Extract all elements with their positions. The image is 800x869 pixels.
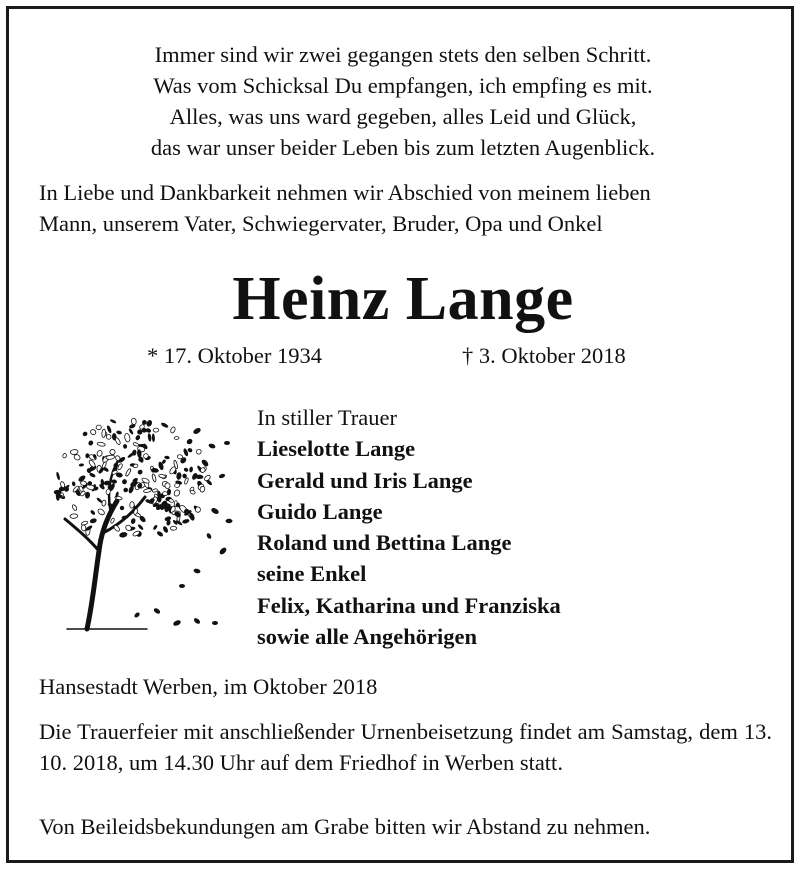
farewell-intro <box>39 177 779 239</box>
intro-line: Mann, unserem Vater, Schwiegervater, Bruder, Opa und Onkel <box>39 211 603 236</box>
mourner-name: seine Enkel <box>257 561 367 587</box>
mourner-name: Guido Lange <box>257 498 383 524</box>
mourners-list <box>257 402 561 652</box>
mourner-name: Felix, Katharina und Franziska <box>257 592 561 618</box>
wind-blown-tree-icon <box>37 401 247 641</box>
obituary-frame <box>6 6 794 863</box>
condolence-notice: Von Beileidsbekundungen am Grabe bitten wir Abstand zu nehmen. <box>39 814 651 839</box>
poem-line: Immer sind wir zwei gegangen stets den selben Schritt. <box>154 42 652 67</box>
death-date: † 3. Oktober 2018 <box>462 343 626 368</box>
poem-line: das war unser beider Leben bis zum letzten Augenblick. <box>150 135 656 160</box>
funeral-notice: Die Trauerfeier mit anschließender Urnenbeisetzung findet am Samstag, dem 13. 10. 2018, um 14.30 Uhr auf dem Friedhof in Werben statt. <box>39 719 772 775</box>
place-and-date: Hansestadt Werben, im Oktober 2018 <box>39 674 378 699</box>
mourning-heading: In stiller Trauer <box>257 405 397 430</box>
mourner-name: Gerald und Iris Lange <box>257 467 473 493</box>
birth-date: * 17. Oktober 1934 <box>147 343 322 368</box>
poem-line: Was vom Schicksal Du empfangen, ich empfing es mit. <box>153 73 653 98</box>
intro-line: In Liebe und Dankbarkeit nehmen wir Abschied von meinem lieben <box>39 180 651 205</box>
poem-line: Alles, was uns ward gegeben, alles Leid und Glück, <box>169 104 637 129</box>
mourner-name: sowie alle Angehörigen <box>257 624 477 650</box>
tree-foliage <box>54 418 213 538</box>
mourner-name: Roland und Bettina Lange <box>257 530 512 556</box>
mourner-name: Lieselotte Lange <box>257 436 416 462</box>
deceased-name: Heinz Lange <box>232 265 574 333</box>
poem <box>9 39 797 163</box>
